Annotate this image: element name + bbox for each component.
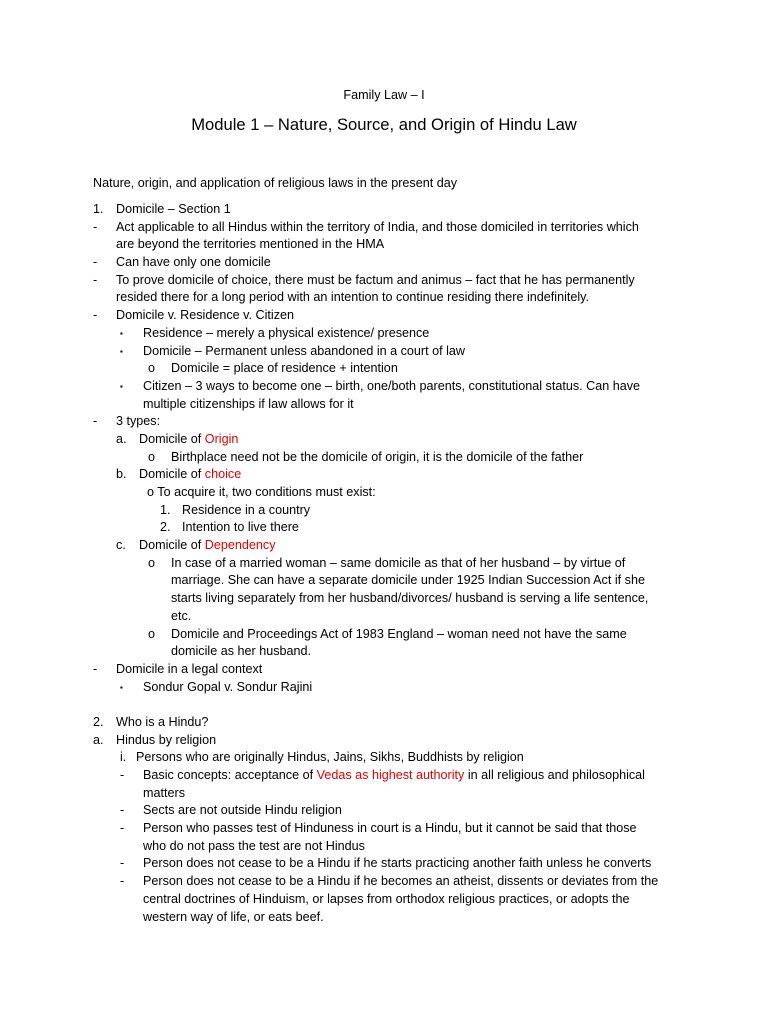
list-item [0,749,768,767]
list-item [0,272,768,290]
circle-marker: o [148,361,156,376]
list-item [0,449,768,467]
list-item [0,891,768,909]
dash-marker: - [93,414,98,429]
text-line: starts living separately from her husband/divorces/ husband is serving a life sentence, [171,591,649,606]
dash-marker: - [93,219,98,234]
text-line: Citizen – 3 ways to become one – birth, one/both parents, constitutional status. Can have [143,378,641,393]
list-item [0,307,768,325]
letter-marker: c. [116,538,126,553]
square-bullet-marker: ▪ [120,346,123,356]
text-line: central doctrines of Hinduism, or lapses from orthodox religious practices, or adopts the [143,891,630,906]
text-line: Domicile and Proceedings Act of 1983 England – woman need not have the same [171,626,627,641]
case-name: Sondur Gopal v. Sondur Rajini [143,679,313,694]
text-line: western way of life, or eats beef. [143,909,324,924]
text-line: To prove domicile of choice, there must be factum and animus – fact that he has permanently [116,272,635,287]
text-line: domicile as her husband. [171,644,312,659]
dash-marker: - [93,272,98,287]
text-line: Person does not cease to be a Hindu if he becomes an atheist, dissents or deviates from the [143,874,659,889]
text-line: are beyond the territories mentioned in the HMA [116,237,385,252]
list-item [0,413,768,431]
dash-marker: - [93,661,98,676]
list-item [0,732,768,750]
text-line: Can have only one domicile [116,255,271,270]
text-line: Hindus by religion [116,732,217,747]
text-line [139,537,276,555]
dash-marker: - [120,856,125,871]
list-item [0,661,768,679]
list-item [0,236,768,254]
square-bullet-marker: ▪ [120,328,123,338]
intro-text: Nature, origin, and application of religious laws in the present day [93,176,458,190]
list-item [0,555,768,573]
emphasis-text: Dependency [204,538,276,553]
number-marker: 1. [93,202,104,216]
text-line: Domicile = place of residence + intention [171,361,398,376]
dash-marker: - [120,874,125,889]
text-fragment: Domicile of [139,431,205,446]
list-item [0,838,768,856]
list-item [0,325,768,343]
dash-marker: - [120,803,125,818]
list-item [0,537,768,555]
list-item [0,767,768,785]
number-marker: 2. [93,714,104,729]
list-item [0,254,768,272]
list-item [0,643,768,661]
text-line: Act applicable to all Hindus within the territory of India, and those domiciled in territories which [116,219,639,234]
text-line: etc. [171,608,192,623]
square-bullet-marker: ▪ [120,381,123,391]
text-line: Person who passes test of Hinduness in court is a Hindu, but it cannot be said that those [143,821,637,836]
list-item [0,484,768,502]
text-line: Person does not cease to be a Hindu if he starts practicing another faith unless he converts [143,856,652,871]
list-item [0,360,768,378]
list-item [0,626,768,644]
text-line: In case of a married woman – same domicile as that of her husband – by virtue of [171,555,626,570]
text-line [143,767,645,785]
list-item [0,909,768,927]
list-item [0,378,768,396]
text-line: Residence – merely a physical existence/ presence [143,325,430,340]
list-item [0,502,768,520]
list-item [0,873,768,891]
list-item [0,466,768,484]
text-fragment: Domicile of [139,538,205,553]
document-header: Family Law – I [343,88,425,102]
text-line [139,431,238,449]
emphasis-text: choice [204,467,242,482]
list-item [0,820,768,838]
dash-marker: - [93,255,98,270]
text-line: Domicile – Permanent unless abandoned in a court of law [143,343,466,358]
text-line: Sects are not outside Hindu religion [143,803,342,818]
section-heading: Who is a Hindu? [116,714,209,729]
page-title: Module 1 – Nature, Source, and Origin of Hindu Law [191,115,577,134]
text-fragment: in all religious and philosophical [464,768,645,782]
circle-marker: o [148,626,156,641]
text-fragment: Domicile of [139,467,205,482]
list-item [0,679,768,697]
text-line: 3 types: [116,414,161,429]
text-line [139,466,241,484]
list-item [0,855,768,873]
list-item [0,785,768,803]
circle-marker: o [148,449,156,464]
text-line: Residence in a country [182,502,311,517]
text-line: Birthplace need not be the domicile of origin, it is the domicile of the father [171,449,584,464]
text-line: marriage. She can have a separate domicile under 1925 Indian Succession Act if she [171,573,645,588]
letter-marker: a. [93,732,104,747]
list-item [0,572,768,590]
dash-marker: - [120,768,125,782]
emphasis-text: Origin [204,431,239,446]
list-item [0,519,768,537]
text-line: matters [143,785,185,800]
document-body [0,201,768,926]
text-line: o To acquire it, two conditions must exist: [147,485,376,499]
paragraph-spacer [0,696,768,714]
roman-marker: i. [120,750,127,765]
text-line: resided there for a long period with an intention to continue residing there indefinitely. [116,290,590,305]
circle-marker: o [148,555,156,570]
text-line: Intention to live there [182,520,299,535]
number-marker: 1. [160,502,171,517]
list-item [0,219,768,237]
letter-marker: a. [116,431,127,446]
list-item [0,343,768,361]
list-item [0,201,768,219]
section-heading: Domicile – Section 1 [116,202,231,216]
dash-marker: - [120,821,125,836]
text-fragment: Basic concepts: acceptance of [143,768,317,782]
text-line: Persons who are originally Hindus, Jains, Sikhs, Buddhists by religion [136,750,524,765]
list-item [0,396,768,414]
emphasis-text: Vedas as highest authority [316,768,465,782]
square-bullet-marker: ▪ [120,682,123,692]
list-item [0,289,768,307]
list-item [0,590,768,608]
letter-marker: b. [116,467,127,482]
list-item [0,714,768,732]
text-line: multiple citizenships if law allows for it [143,396,354,411]
text-line: Domicile v. Residence v. Citizen [116,308,295,323]
list-item [0,802,768,820]
text-line: Domicile in a legal context [116,661,263,676]
list-item [0,608,768,626]
dash-marker: - [93,308,98,323]
list-item [0,431,768,449]
number-marker: 2. [160,520,171,535]
text-line: who do not pass the test are not Hindus [143,838,365,853]
